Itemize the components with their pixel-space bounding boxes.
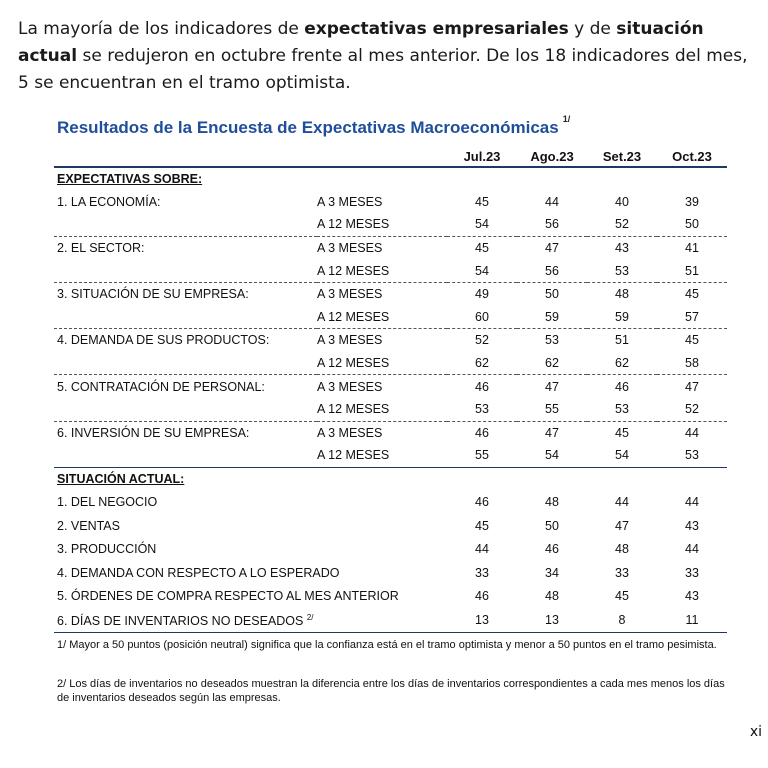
header-month: Jul.23 (447, 146, 517, 167)
value-cell: 48 (615, 542, 629, 557)
value-cell: 13 (447, 608, 517, 632)
table-row (54, 352, 727, 375)
indicator-label: 6. INVERSIÓN DE SU EMPRESA: (57, 425, 250, 440)
period-label: A 12 MESES (317, 259, 447, 282)
value-cell: 54 (447, 213, 517, 236)
value-cell: 54 (517, 444, 587, 467)
value-cell: 44 (545, 194, 559, 209)
indicator-label (54, 514, 447, 538)
table-header-row (54, 146, 727, 167)
section-header-row (54, 467, 727, 490)
table-row (54, 191, 727, 214)
value-cell: 40 (615, 194, 629, 209)
table-row (54, 282, 727, 305)
table-title-text: Resultados de la Encuesta de Expectativas Macroeconómicas (57, 118, 559, 137)
intro-text-3: se redujeron en octubre frente al mes anterior. De los 18 indicadores del mes, 5 se encuentran en el tramo optimista. (18, 46, 748, 93)
value-cell: 54 (447, 259, 517, 282)
value-cell: 43 (615, 241, 629, 256)
indicator-label (54, 444, 317, 467)
header-month: Ago.23 (517, 146, 587, 167)
footnote-1: 1/ Mayor a 50 puntos (posición neutral) significa que la confianza está en el tramo optimista y menor a 50 puntos en el tramo pesimista. (57, 639, 717, 651)
value-cell: 8 (587, 608, 657, 632)
indicator-label: 3. SITUACIÓN DE SU EMPRESA: (57, 287, 249, 302)
table-row (54, 421, 727, 444)
value-cell: 52 (475, 333, 489, 348)
indicator-label (54, 398, 317, 421)
table-row (54, 444, 727, 467)
value-cell: 46 (475, 379, 489, 394)
value-cell: 56 (517, 259, 587, 282)
intro-text-2: y de (568, 19, 617, 39)
value-cell: 53 (587, 398, 657, 421)
value-cell: 45 (475, 241, 489, 256)
period-label: A 12 MESES (317, 306, 447, 329)
period-label: A 12 MESES (317, 352, 447, 375)
value-cell: 53 (447, 398, 517, 421)
section-header: SITUACIÓN ACTUAL: (57, 472, 185, 487)
value-cell: 59 (517, 306, 587, 329)
indicator-label (54, 490, 447, 514)
value-cell: 60 (447, 306, 517, 329)
value-cell: 39 (685, 194, 699, 209)
value-cell: 48 (545, 589, 559, 604)
value-cell: 52 (587, 213, 657, 236)
value-cell: 41 (685, 241, 699, 256)
value-cell: 45 (475, 194, 489, 209)
value-cell: 33 (615, 565, 629, 580)
period-label: A 12 MESES (317, 398, 447, 421)
value-cell: 59 (587, 306, 657, 329)
value-cell: 13 (517, 608, 587, 632)
indicator-label (54, 306, 317, 329)
intro-bold-2: situación actual (18, 19, 704, 66)
indicator-label: 2. EL SECTOR: (57, 241, 145, 256)
indicator-label (54, 608, 447, 632)
period-label: A 3 MESES (317, 379, 383, 394)
indicator-text: 6. DÍAS DE INVENTARIOS NO DESEADOS (57, 613, 304, 628)
footnote-2: 2/ Los días de inventarios no deseados muestran la diferencia entre los días de inventarios correspondientes a cada mes menos los días de inventarios deseados según las empresas. (57, 678, 725, 704)
value-cell: 51 (657, 259, 727, 282)
table-row (54, 608, 727, 632)
table-row (54, 329, 727, 352)
value-cell: 34 (545, 565, 559, 580)
value-cell: 48 (545, 495, 559, 510)
table-row (54, 561, 727, 585)
section-header-row (54, 167, 727, 191)
indicator-text: 4. DEMANDA CON RESPECTO A LO ESPERADO (57, 565, 340, 580)
indicator-label (54, 213, 317, 236)
value-cell: 50 (545, 518, 559, 533)
period-label: A 12 MESES (317, 444, 447, 467)
section-header: EXPECTATIVAS SOBRE: (57, 172, 203, 187)
value-cell: 43 (685, 589, 699, 604)
footnote-ref: 2/ (306, 612, 314, 622)
period-label: A 3 MESES (317, 194, 383, 209)
indicator-label (54, 352, 317, 375)
table-row (54, 585, 727, 609)
intro-text-1: La mayoría de los indicadores de (18, 19, 305, 39)
value-cell: 50 (657, 213, 727, 236)
value-cell: 52 (657, 398, 727, 421)
value-cell: 44 (685, 425, 699, 440)
survey-table (54, 146, 727, 633)
table-row (54, 514, 727, 538)
table-row (54, 236, 727, 259)
value-cell: 43 (685, 518, 699, 533)
header-blank (54, 146, 317, 167)
intro-paragraph (18, 16, 758, 97)
value-cell: 47 (545, 425, 559, 440)
value-cell: 33 (685, 565, 699, 580)
period-label: A 3 MESES (317, 425, 383, 440)
value-cell: 54 (587, 444, 657, 467)
value-cell: 55 (517, 398, 587, 421)
value-cell: 48 (615, 287, 629, 302)
indicator-text: 5. ÓRDENES DE COMPRA RESPECTO AL MES ANTERIOR (57, 589, 399, 604)
value-cell: 46 (615, 379, 629, 394)
indicator-label (54, 561, 447, 585)
table-row (54, 306, 727, 329)
value-cell: 45 (615, 589, 629, 604)
indicator-label: 5. CONTRATACIÓN DE PERSONAL: (57, 379, 265, 394)
value-cell: 57 (657, 306, 727, 329)
header-month: Set.23 (587, 146, 657, 167)
table-body (54, 167, 727, 632)
indicator-text: 2. VENTAS (57, 518, 120, 533)
value-cell: 44 (615, 495, 629, 510)
value-cell: 53 (587, 259, 657, 282)
value-cell: 46 (475, 495, 489, 510)
indicator-label: 1. LA ECONOMÍA: (57, 194, 161, 209)
value-cell: 44 (685, 495, 699, 510)
table-row (54, 375, 727, 398)
indicator-label (54, 538, 447, 562)
period-label: A 3 MESES (317, 333, 383, 348)
value-cell: 45 (685, 287, 699, 302)
value-cell: 47 (545, 241, 559, 256)
indicator-label (54, 259, 317, 282)
value-cell: 53 (545, 333, 559, 348)
value-cell: 51 (615, 333, 629, 348)
value-cell: 53 (657, 444, 727, 467)
indicator-text: 3. PRODUCCIÓN (57, 542, 157, 557)
value-cell: 62 (517, 352, 587, 375)
value-cell: 44 (685, 542, 699, 557)
indicator-text: 1. DEL NEGOCIO (57, 495, 158, 510)
table-row (54, 538, 727, 562)
value-cell: 45 (475, 518, 489, 533)
table-title (57, 114, 571, 138)
value-cell: 50 (545, 287, 559, 302)
value-cell: 45 (615, 425, 629, 440)
value-cell: 47 (615, 518, 629, 533)
value-cell: 58 (657, 352, 727, 375)
value-cell: 44 (475, 542, 489, 557)
table-row (54, 398, 727, 421)
value-cell: 46 (475, 425, 489, 440)
period-label: A 3 MESES (317, 287, 383, 302)
value-cell: 46 (545, 542, 559, 557)
period-label: A 12 MESES (317, 213, 447, 236)
page-number: xi (749, 724, 762, 740)
indicator-label (54, 585, 447, 609)
value-cell: 55 (447, 444, 517, 467)
value-cell: 45 (685, 333, 699, 348)
header-month: Oct.23 (657, 146, 727, 167)
indicator-label: 4. DEMANDA DE SUS PRODUCTOS: (57, 333, 270, 348)
period-label: A 3 MESES (317, 241, 383, 256)
table-row (54, 490, 727, 514)
value-cell: 47 (685, 379, 699, 394)
table-row (54, 259, 727, 282)
value-cell: 49 (475, 287, 489, 302)
table-title-note: 1/ (562, 114, 571, 125)
value-cell: 62 (587, 352, 657, 375)
header-blank-2 (317, 146, 447, 167)
intro-bold-1: expectativas empresariales (304, 19, 569, 39)
value-cell: 56 (517, 213, 587, 236)
value-cell: 62 (447, 352, 517, 375)
value-cell: 47 (545, 379, 559, 394)
value-cell: 33 (475, 565, 489, 580)
value-cell: 46 (475, 589, 489, 604)
value-cell: 11 (657, 608, 727, 632)
table-row (54, 213, 727, 236)
